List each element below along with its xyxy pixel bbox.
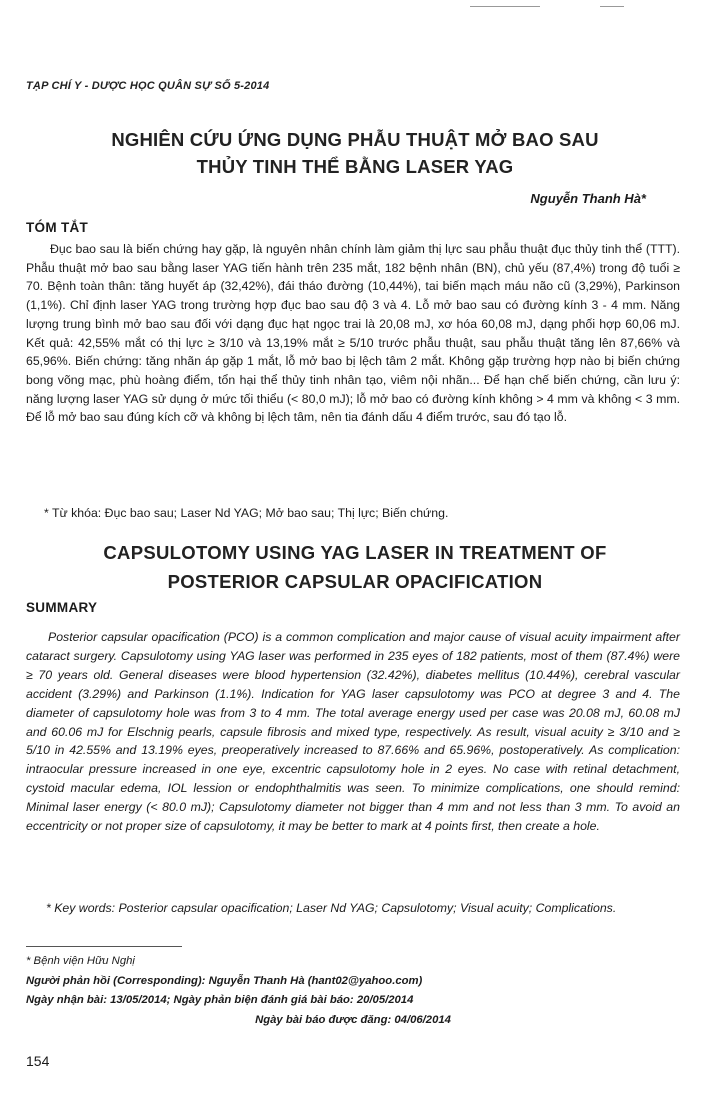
english-keywords-text: * Key words: Posterior capsular opacification; Laser Nd YAG; Capsulotomy; Visual acuity; Complications. (46, 901, 617, 915)
english-summary-heading: SUMMARY (26, 600, 98, 615)
english-abstract-text: Posterior capsular opacification (PCO) is a common complication and major cause of visual acuity impairment after cataract surgery. Capsulotomy using YAG laser was performed in 235 eyes of 182 patients, most of them (87.4%) were ≥ 70 years old. General diseases were blood hypertension (32.42%), diabetes mellitus (10.44%), cerebral vascular accident (3.29%) and Parkinson (1.1%). Indication for YAG laser capsulotomy was PCO at degree 3 and 4. The diameter of capsulotomy hole was from 3 to 4 mm. The total average energy used per case was 20.08 mJ, 60.08 mJ and 60.06 mJ for Elschnig pearls, capsule fibrosis and mixed type, respectively. As result, visual acuity ≥ 3/10 and ≥ 5/10 in 42.55% and 13.19% eyes, preoperatively increased to 87.66% and 65.96%, postoperatively. As complication: intraocular pressure increased in one eye, excentric capsulotomy hole in 2 eyes. No case with retinal detachment, cystoid macular edema, IOL lession or endophthalmitis was seen. To minimize complications, one should remind: Minimal laser energy (< 80.0 mJ); Capsulotomy diameter not bigger than 4 mm and not less than 3 mm. To avoid an eccentricity or not proper size of capsulotomy, it may be better to mark at 4 points first, then create a hole. (26, 630, 680, 834)
footnote-dates: Ngày nhận bài: 13/05/2014; Ngày phản biện đánh giá bài báo: 20/05/2014 (26, 994, 414, 1006)
vietnamese-title (40, 126, 670, 180)
english-abstract (26, 628, 680, 836)
vietnamese-keywords: * Từ khóa: Đục bao sau; Laser Nd YAG; Mở bao sau; Thị lực; Biến chứng. (44, 506, 449, 520)
author: Nguyễn Thanh Hà* (530, 191, 646, 206)
footnote-corresponding: Người phản hồi (Corresponding): Nguyễn Thanh Hà (hant02@yahoo.com) (26, 974, 423, 987)
english-title (40, 538, 670, 596)
vietnamese-title-line-2: THỦY TINH THỂ BẰNG LASER YAG (196, 156, 514, 177)
english-keywords (26, 899, 680, 918)
scan-artifact (470, 6, 670, 10)
vietnamese-title-line-1: NGHIÊN CỨU ỨNG DỤNG PHẪU THUẬT MỞ BAO SAU (111, 129, 599, 150)
page-number: 154 (26, 1053, 50, 1069)
vietnamese-summary-heading: TÓM TẮT (26, 220, 89, 235)
footnotes (26, 952, 680, 1030)
footnote-published: Ngày bài báo được đăng: 04/06/2014 (255, 1013, 451, 1026)
english-title-line-1: CAPSULOTOMY USING YAG LASER IN TREATMENT OF (103, 542, 607, 563)
footnote-divider (26, 946, 182, 947)
vietnamese-abstract-text: Đục bao sau là biến chứng hay gặp, là nguyên nhân chính làm giảm thị lực sau phẫu thuật đục thủy tinh thể (TTT). Phẫu thuật mở bao sau bằng laser YAG tiến hành trên 235 mắt, 182 bệnh nhân (BN), chủ yếu (87,4%) trong độ tuổi ≥ 70. Bệnh toàn thân: tăng huyết áp (32,42%), đái tháo đường (10,44%), tai biến mạch máu não cũ (3,29%), Parkinson (1,1%). Chỉ định laser YAG trong trường hợp đục bao sau độ 3 và 4. Lỗ mở bao sau có đường kính 3 - 4 mm. Năng lượng trung bình mở bao sau đối với dạng đục hạt ngọc trai là 20,08 mJ, xơ hóa 60,08 mJ, dạng phối hợp 60,06 mJ. Kết quả: 42,55% mắt có thị lực ≥ 3/10 và 13,19% mắt ≥ 5/10 trước phẫu thuật, sau phẫu thuật tăng lên 87,66% và 65,96%. Biến chứng: tăng nhãn áp gặp 1 mắt, lỗ mở bao bị lệch tâm 2 mắt. Không gặp trường hợp nào bị biến chứng bong võng mạc, phù hoàng điểm, tổn hại thể thủy tinh nhân tạo, viêm nội nhãn... Để hạn chế biến chứng, cần lưu ý: năng lượng laser YAG sử dụng ở mức tối thiểu (< 80,0 mJ); lỗ mở bao có đường kính không > 4 mm và không < 3 mm. Để lỗ mở bao sau đúng kích cỡ và không bị lệch tâm, nên tia đánh dấu 4 điểm trước, sau đó tạo lỗ. (26, 242, 680, 425)
footnote-affiliation: * Bệnh viện Hữu Nghị (26, 955, 135, 967)
running-head: TẠP CHÍ Y - DƯỢC HỌC QUÂN SỰ SỐ 5-2014 (26, 80, 270, 92)
english-title-line-2: POSTERIOR CAPSULAR OPACIFICATION (167, 571, 543, 592)
vietnamese-abstract (26, 240, 680, 427)
